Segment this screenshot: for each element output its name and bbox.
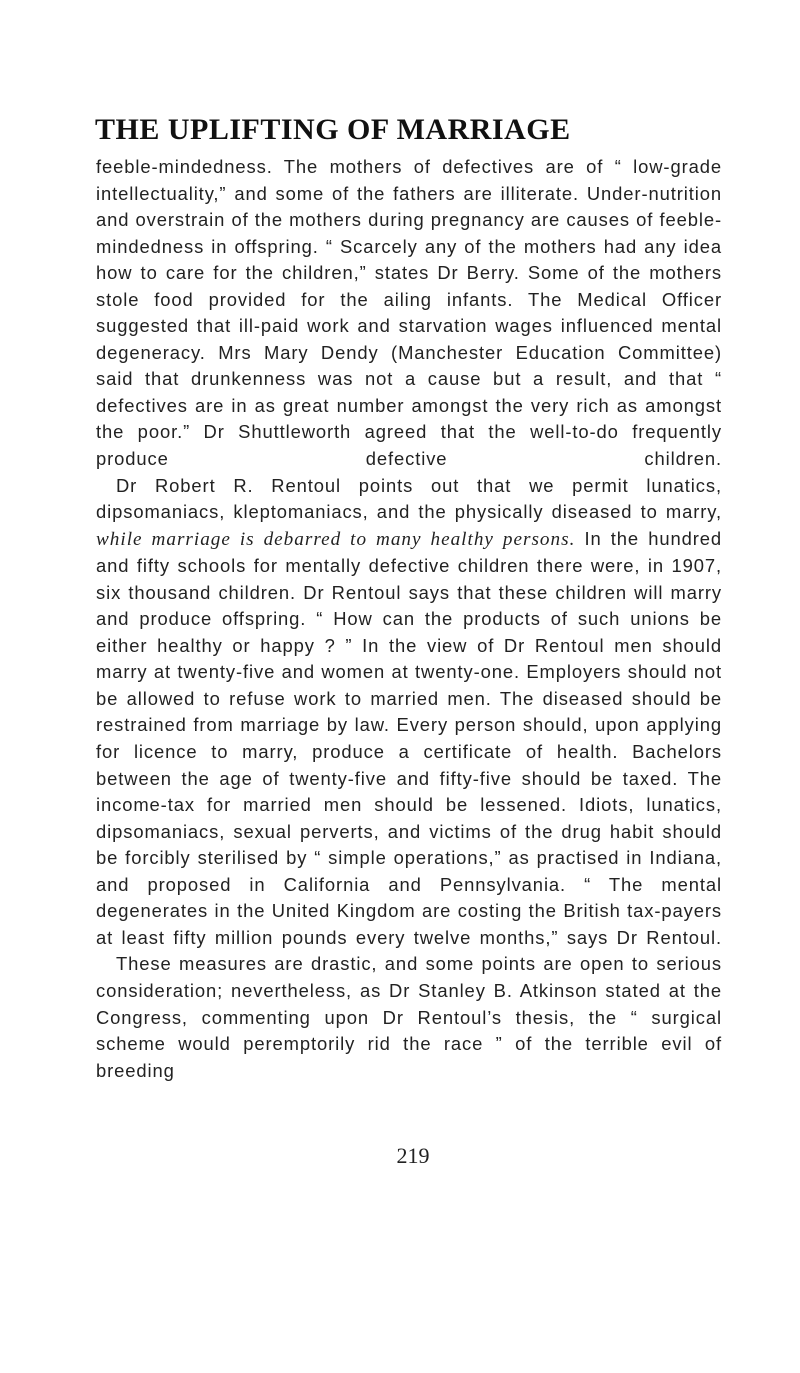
paragraph-continued: feeble-mindedness. The mothers of defectives are of “ low-grade intellectuality,” and some of the fathers are illiterate. Under-nutrition and overstrain of the mothers during pregnancy are causes of feeble-mindedness in offspring. “ Scarcely any of the mothers had any idea how to care for the children,” states Dr Berry. Some of the mothers stole food provided for the ailing infants. The Medical Officer suggested that ill-paid work and starvation wages influenced mental degeneracy. Mrs Mary Dendy (Manchester Education Committee) said that drunkenness was not a cause but a result, and that “ defectives are in as great number amongst the very rich as amongst the poor.” Dr Shuttleworth agreed that the well-to-do frequently produce defective children. bbox=[96, 156, 722, 470]
running-head: THE UPLIFTING OF MARRIAGE bbox=[95, 113, 571, 146]
body-text bbox=[96, 154, 722, 1084]
paragraph-measures: These measures are drastic, and some points are open to serious consideration; nevertheless, as Dr Stanley B. Atkinson stated at the Congress, commenting upon Dr Rentoul’s thesis, the “ surgical scheme would peremptorily rid the race ” of the terrible evil of breeding bbox=[96, 953, 722, 1081]
page-number: 219 bbox=[396, 1143, 430, 1168]
paragraph-rentoul bbox=[96, 473, 722, 952]
paragraph-rentoul-lead: Dr Robert R. Rentoul points out that we permit lunatics, dipsomaniacs, kleptomaniacs, and the physically diseased to marry, bbox=[96, 474, 722, 523]
paragraph-rentoul-rest: In the hundred and fifty schools for mentally defective children there were, in 1907, six thousand children. Dr Rentoul says that these children will marry and produce offspring. “ How can the products of such unions be either healthy or happy ? ” In the view of Dr Rentoul men should marry at twenty-five and women at twenty-one. Employers should not be allowed to refuse work to married men. The diseased should be restrained from marriage by law. Every person should, upon applying for licence to marry, produce a certificate of health. Bachelors between the age of twenty-five and fifty-five should be taxed. The income-tax for married men should be lessened. Idiots, lunatics, dipsomaniacs, sexual perverts, and victims of the drug habit should be forcibly sterilised by “ simple operations,” as practised in Indiana, and proposed in California and Pennsylvania. “ The mental degenerates in the United Kingdom are costing the British tax-payers at least fifty million pounds every twelve months,” says Dr Rentoul. bbox=[96, 527, 722, 948]
italic-emphasis: while marriage is debarred to many healthy persons. bbox=[96, 528, 576, 550]
